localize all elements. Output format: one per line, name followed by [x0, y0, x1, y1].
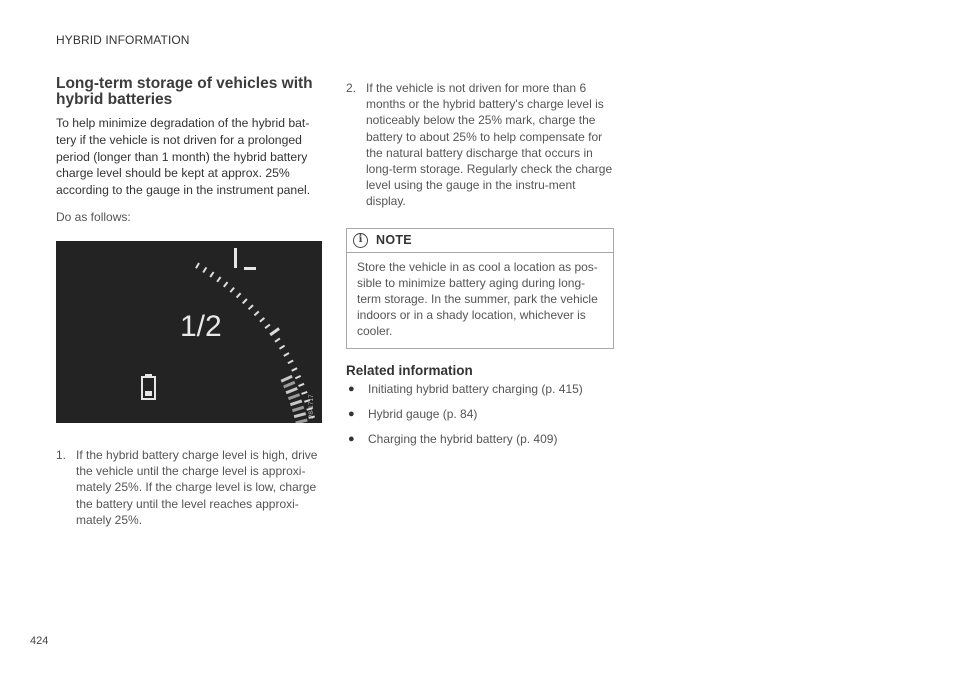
related-link-charging-battery[interactable]: [346, 431, 616, 447]
bullet-icon: ●: [348, 382, 355, 395]
related-link-text: Initiating hybrid battery charging (p. 415): [368, 381, 583, 396]
related-list: [346, 381, 616, 447]
battery-icon: [142, 374, 155, 399]
gauge-tick: [237, 293, 241, 297]
gauge-fill-segment: [281, 376, 292, 381]
steps-left: [56, 447, 324, 528]
gauge-tick: [203, 267, 206, 272]
gauge-tick: [210, 272, 213, 277]
hybrid-gauge-illustration: [56, 241, 322, 423]
full-marker-dash: [244, 267, 256, 270]
gauge-tick: [295, 376, 300, 379]
info-icon: i: [353, 233, 368, 248]
left-column: [56, 76, 324, 528]
step-text: If the vehicle is not driven for more than 6 months or the hybrid battery's charge level is noticeably below the 25% mark, charge the battery to about 25% to help compensate for the natural battery discharge that occurs in long-term storage. Regularly check the charge level using the gauge in the instru-ment display.: [366, 81, 613, 209]
gauge-tick: [249, 305, 253, 309]
gauge-svg: [56, 241, 322, 423]
steps-right: [346, 80, 616, 210]
gauge-fill-segment: [294, 414, 306, 417]
related-link-gauge[interactable]: [346, 406, 616, 422]
figure-code: P8-1717: [308, 394, 315, 419]
gauge-fill-segment: [284, 382, 295, 387]
half-label: 1/2: [180, 309, 222, 343]
gauge-tick: [254, 311, 258, 315]
note-text: Store the vehicle in as cool a location as pos-sible to minimize battery aging during long-term storage. In the summer, park the vehicle indoors or in a shady location, whichever is cooler.: [357, 259, 598, 339]
section-title: Long-term storage of vehicles with hybrid batteries: [56, 75, 313, 108]
gauge-tick: [299, 384, 305, 386]
related-link-charging[interactable]: [346, 381, 616, 397]
gauge-tick: [196, 263, 199, 268]
related-title: Related information: [346, 362, 473, 378]
gauge-tick: [265, 324, 270, 328]
gauge-tick: [275, 338, 280, 341]
gauge-tick: [280, 346, 285, 349]
note-box: [346, 228, 614, 349]
gauge-tick: [217, 277, 221, 282]
page-header: HYBRID INFORMATION: [56, 33, 190, 47]
related-link-text: Charging the hybrid battery (p. 409): [368, 431, 558, 446]
note-header: [347, 229, 613, 253]
note-title: NOTE: [376, 233, 412, 248]
page-number: 424: [30, 635, 49, 647]
gauge-ticks: [196, 263, 317, 423]
right-column: [346, 80, 616, 456]
full-marker: [234, 248, 237, 268]
gauge-fill-segment: [290, 401, 301, 405]
gauge-fill-segment: [288, 395, 299, 399]
step-item: [346, 80, 616, 210]
gauge-fill-segment: [286, 388, 297, 392]
gauge-tick: [284, 353, 289, 356]
gauge-tick: [224, 282, 228, 287]
gauge-tick: [302, 392, 308, 394]
step-text: If the hybrid battery charge level is high, drive the vehicle until the charge level is approxi-mately 25%. If the charge level is low, charge the battery until the level reaches approxi-mately 25%.: [76, 447, 318, 527]
bullet-icon: ●: [348, 407, 355, 420]
gauge-tick: [243, 299, 247, 303]
gauge-tick: [270, 328, 279, 334]
step-number: 2.: [346, 81, 357, 95]
related-link-text: Hybrid gauge (p. 84): [368, 406, 478, 421]
step-item: [56, 447, 324, 528]
intro-paragraph: To help minimize degradation of the hybrid bat-tery if the vehicle is not driven for a prolonged period (longer than 1 month) the hybrid battery charge level should be kept at approx. 25% according to the gauge in the instrument panel.: [56, 116, 311, 198]
bullet-icon: ●: [348, 432, 355, 445]
gauge-tick: [288, 360, 293, 363]
gauge-fill-segment: [296, 420, 308, 423]
step-number: 1.: [56, 447, 67, 462]
gauge-fill-segment: [292, 407, 303, 411]
gauge-fill-bars: [281, 376, 309, 423]
gauge-tick: [260, 318, 265, 322]
gauge-tick: [292, 368, 297, 371]
gauge-tick: [230, 288, 234, 293]
lead-text: Do as follows:: [56, 209, 131, 224]
